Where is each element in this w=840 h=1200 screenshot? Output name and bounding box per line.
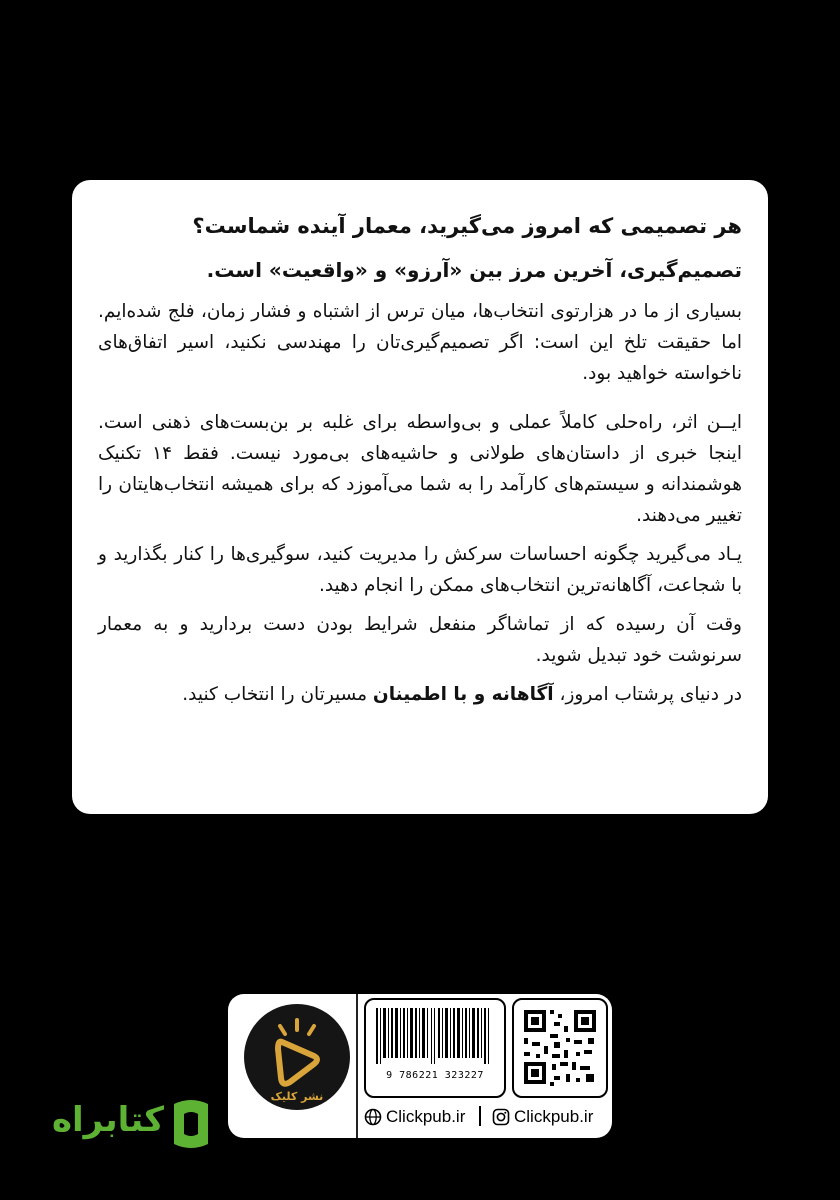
website-link[interactable] [364,1104,465,1130]
paragraph-2: ایــن اثر، راه‌حلی کاملاً عملی و بی‌واسطه برای غلبه بر بن‌بست‌های ذهنی است. اینجا خبری از داستان‌های طولانی و حاشیه‌های بی‌مورد نیست. فقط ۱۴ تکنیک هوشمندانه و سیستم‌های کارآمد را به شما می‌آموزد که برای همیشه انتخاب‌هایتان را تغییر می‌دهند. [98,412,742,526]
book-leaf-icon [168,1094,214,1154]
instagram-icon [492,1108,510,1126]
website-label: Clickpub.ir [386,1107,466,1126]
closing-paragraph [98,679,742,710]
publisher-logo [244,1004,350,1110]
qr-code-icon [514,1000,606,1096]
paragraph-1: بسیاری از ما در هزارتوی انتخاب‌ها، میان ترس از اشتباه و فشار زمان، فلج شده‌ایم. اما حقیقت تلخ این است: اگر تصمیم‌گیری‌تان را مهندسی نکنید، اسیر اتفاق‌های ناخواسته خواهید بود. [98,301,742,384]
subheadline: تصمیم‌گیری، آخرین مرز بین «آرزو» و «واقعیت» است. [206,258,742,282]
instagram-link[interactable] [488,1104,593,1130]
footer-separator [479,1106,481,1126]
isbn-number: 9 786221 323227 [386,1070,484,1081]
closing-text-end: مسیرتان را انتخاب کنید. [182,684,373,705]
barcode [364,998,506,1098]
closing-text-start: در دنیای پرشتاب امروز، [553,684,742,705]
closing-emphasis: آگاهانه و با اطمینان [372,684,554,705]
publisher-logo-text: نشر کلیک [270,1090,324,1103]
store-logo-text: کتابراه [51,1100,164,1140]
paragraph-4: وقت آن رسیده که از تماشاگر منفعل شرایط بودن دست بردارید و به معمار سرنوشت خود تبدیل شوید. [98,614,742,666]
footer-divider [356,994,358,1138]
qr-code [512,998,608,1098]
store-logo [38,1094,214,1158]
globe-icon [364,1108,382,1126]
headline: هر تصمیمی که امروز می‌گیرید، معمار آینده شماست؟ [192,214,742,238]
paragraph-3: یـاد می‌گیرید چگونه احساسات سرکش را مدیریت کنید، سوگیری‌ها را کنار بگذارید و با شجاعت، آگاهانه‌ترین انتخاب‌های ممکن را انجام دهید. [98,544,742,596]
barcode-bars-icon [374,1008,494,1064]
play-bulb-icon [244,1004,350,1110]
instagram-label: Clickpub.ir [514,1107,594,1126]
back-cover-text-card [72,180,768,814]
